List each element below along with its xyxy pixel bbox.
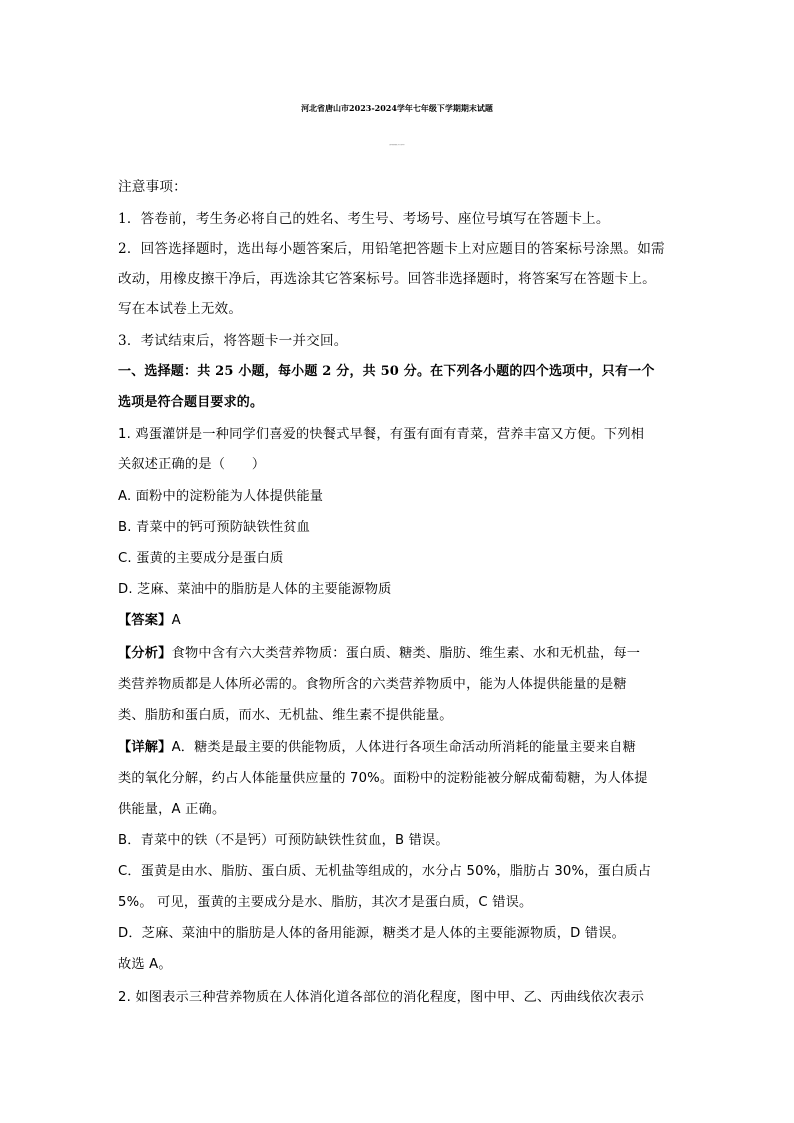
detail-label: 【详解】	[118, 740, 172, 755]
notice-heading: 注意事项：	[118, 179, 187, 195]
detail-a-text-1: A．糖类是最主要的供能物质，人体进行各项生命活动所消耗的能量主要来自糖	[171, 740, 636, 755]
question-1-option-a: A. 面粉中的淀粉能为人体提供能量	[118, 489, 324, 504]
detail-a-line-2: 类的氧化分解，约占人体能量供应量的 70%。面粉中的淀粉能被分解成葡萄糖，为人体提	[118, 771, 648, 786]
page-title: 河北省唐山市2023-2024学年七年级下学期期末试题	[301, 103, 493, 113]
section-heading-line-1: 一、选择题：共 25 小题，每小题 2 分，共 50 分。在下列各小题的四个选项中，只有一个	[118, 364, 655, 379]
exam-subtitle	[0, 145, 794, 146]
notice-item-2-line-1: 2．回答选择题时，选出每小题答案后，用铅笔把答题卡上对应题目的答案标号涂黑。如需	[118, 241, 665, 257]
question-1-option-b: B. 青菜中的钙可预防缺铁性贫血	[118, 520, 311, 535]
question-1-option-c: C. 蛋黄的主要成分是蛋白质	[118, 551, 284, 566]
question-1-stem-line-2: 关叙述正确的是（ ）	[118, 457, 266, 472]
detail-d: D．芝麻、菜油中的脂肪是人体的备用能源，糖类才是人体的主要能源物质，D 错误。	[118, 926, 626, 941]
answer-line	[118, 612, 181, 630]
notice-item-3: 3．考试结束后，将答题卡一并交回。	[118, 333, 348, 349]
notice-item-2-line-3: 写在本试卷上无效。	[118, 301, 243, 317]
answer-value: A	[171, 613, 181, 628]
detail-a-line-3: 供能量，A 正确。	[118, 802, 226, 817]
detail-b: B．青菜中的铁（不是钙）可预防缺铁性贫血，B 错误。	[118, 833, 449, 848]
detail-c-line-2: 5%。 可见，蛋黄的主要成分是水、脂肪，其次才是蛋白质，C 错误。	[118, 895, 533, 910]
detail-c-line-1: C．蛋黄是由水、脂肪、蛋白质、无机盐等组成的，水分占 50%，脂肪占 30%，蛋白质占	[118, 864, 652, 879]
section-heading-line-2: 选项是符合题目要求的。	[118, 395, 264, 410]
question-2-stem-line-1: 2. 如图表示三种营养物质在人体消化道各部位的消化程度，图中甲、乙、丙曲线依次表示	[118, 990, 645, 1005]
answer-label: 【答案】	[118, 613, 172, 628]
analysis-line-1	[118, 645, 640, 663]
notice-item-1: 1．答卷前，考生务必将自己的姓名、考生号、考场号、座位号填写在答题卡上。	[118, 211, 610, 227]
detail-a-line-1	[118, 739, 636, 757]
question-1-stem-line-1: 1. 鸡蛋灌饼是一种同学们喜爱的快餐式早餐，有蛋有面有青菜，营养丰富又方便。下列相	[118, 427, 645, 442]
analysis-text-1: 食物中含有六大类营养物质：蛋白质、糖类、脂肪、维生素、水和无机盐，每一	[171, 646, 641, 661]
analysis-line-2: 类营养物质都是人体所必需的。食物所含的六类营养物质中，能为人体提供能量的是糖	[118, 677, 627, 692]
notice-item-2-line-2: 改动，用橡皮擦干净后，再选涂其它答案标号。回答非选择题时，将答案写在答题卡上。	[118, 271, 656, 287]
conclusion: 故选 A。	[118, 957, 172, 972]
question-1-option-d: D. 芝麻、菜油中的脂肪是人体的主要能源物质	[118, 582, 392, 597]
analysis-label: 【分析】	[118, 646, 172, 661]
analysis-line-3: 类、脂肪和蛋白质，而水、无机盐、维生素不提供能量。	[118, 708, 453, 723]
